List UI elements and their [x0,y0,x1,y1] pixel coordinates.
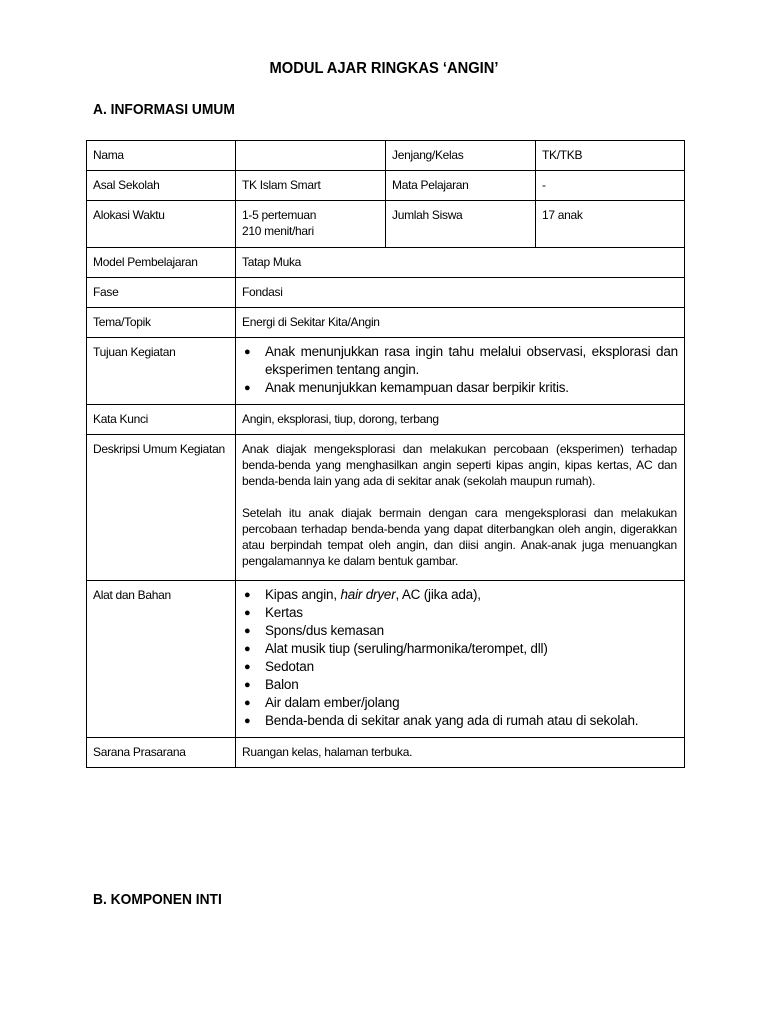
alat-item-1-italic: hair dryer [340,587,396,602]
cell-fase-label: Fase [87,278,236,308]
cell-model-label: Model Pembelajaran [87,248,236,278]
table-row [87,141,685,171]
bullet-icon: ● [244,679,251,691]
alokasi-line-2: 210 menit/hari [242,224,314,238]
table-row [87,278,685,308]
table-row [87,435,685,581]
alokasi-line-1: 1-5 pertemuan [242,208,317,222]
cell-alokasi-value [236,201,386,248]
cell-mapel-label: Mata Pelajaran [386,171,536,201]
cell-mapel-value: - [536,171,685,201]
alat-item-4: Alat musik tiup (seruling/harmonika/terompet, dll) [265,641,548,656]
bullet-icon: ● [244,607,251,619]
cell-alat-label: Alat dan Bahan [87,581,236,738]
list-item [242,379,678,397]
alat-item-1-pre: Kipas angin, [265,587,341,602]
cell-tema-label: Tema/Topik [87,308,236,338]
list-item [242,658,678,676]
alat-item-2: Kertas [265,605,303,620]
table-row [87,738,685,768]
cell-tujuan-value [236,338,685,405]
informasi-umum-table [86,140,685,768]
cell-jumlah-value: 17 anak [536,201,685,248]
bullet-icon: ● [244,346,251,358]
cell-jenjang-label: Jenjang/Kelas [386,141,536,171]
cell-sarana-value: Ruangan kelas, halaman terbuka. [236,738,685,768]
bullet-icon: ● [244,715,251,727]
deskripsi-paragraph-1: Anak diajak mengeksplorasi dan melakukan percobaan (eksperimen) terhadap benda-benda yang menghasilkan angin seperti kipas angin, kipas kertas, AC dan benda-benda lain yang ada di sekitar anak (sekolah maupun rumah). [242,442,677,488]
list-item [242,622,678,640]
cell-alokasi-label: Alokasi Waktu [87,201,236,248]
page-title: MODUL AJAR RINGKAS ‘ANGIN’ [269,60,499,77]
list-item [242,676,678,694]
table-row [87,405,685,435]
alat-item-3: Spons/dus kemasan [265,623,384,638]
alat-item-7: Air dalam ember/jolang [265,695,400,710]
table-row [87,171,685,201]
cell-alat-value [236,581,685,738]
cell-deskripsi-label: Deskripsi Umum Kegiatan [87,435,236,581]
table-row [87,338,685,405]
cell-asal-label: Asal Sekolah [87,171,236,201]
bullet-icon: ● [244,643,251,655]
tujuan-item-2: Anak menunjukkan kemampuan dasar berpikir kritis. [265,380,569,395]
deskripsi-paragraph-2: Setelah itu anak diajak bermain dengan cara mengeksplorasi dan melakukan percobaan terhadap benda-benda yang dapat diterbangkan oleh angin, digerakkan atau berpindah tempat oleh angin, dan diisi angin. Anak-anak juga menuangkan pengalamannya ke dalam bentuk gambar. [242,506,677,568]
alat-item-1-post: , AC (jika ada), [395,587,481,602]
table-row [87,308,685,338]
tujuan-list [242,343,678,397]
cell-kata-kunci-value: Angin, eksplorasi, tiup, dorong, terbang [236,405,685,435]
table-row [87,201,685,248]
section-heading-komponen-inti: B. KOMPONEN INTI [93,891,222,908]
cell-model-value: Tatap Muka [236,248,685,278]
cell-tema-value: Energi di Sekitar Kita/Angin [236,308,685,338]
bullet-icon: ● [244,589,251,601]
cell-jumlah-label: Jumlah Siswa [386,201,536,248]
bullet-icon: ● [244,661,251,673]
cell-jenjang-value: TK/TKB [536,141,685,171]
cell-sarana-label: Sarana Prasarana [87,738,236,768]
section-heading-informasi-umum: A. INFORMASI UMUM [93,101,235,118]
list-item [242,640,678,658]
bullet-icon: ● [244,697,251,709]
bullet-icon: ● [244,382,251,394]
alat-item-6: Balon [265,677,299,692]
cell-tujuan-label: Tujuan Kegiatan [87,338,236,405]
cell-nama-label: Nama [87,141,236,171]
table-row [87,248,685,278]
alat-list [242,586,678,730]
list-item [242,586,678,604]
cell-nama-value [236,141,386,171]
cell-deskripsi-value [236,435,685,581]
cell-kata-kunci-label: Kata Kunci [87,405,236,435]
list-item [242,604,678,622]
table-row [87,581,685,738]
alat-item-5: Sedotan [265,659,314,674]
cell-asal-value: TK Islam Smart [236,171,386,201]
list-item [242,694,678,712]
bullet-icon: ● [244,625,251,637]
list-item [242,712,678,730]
list-item [242,343,678,379]
alat-item-8: Benda-benda di sekitar anak yang ada di rumah atau di sekolah. [265,713,639,728]
tujuan-item-1: Anak menunjukkan rasa ingin tahu melalui observasi, eksplorasi dan eksperimen tentang angin. [265,344,678,377]
cell-fase-value: Fondasi [236,278,685,308]
